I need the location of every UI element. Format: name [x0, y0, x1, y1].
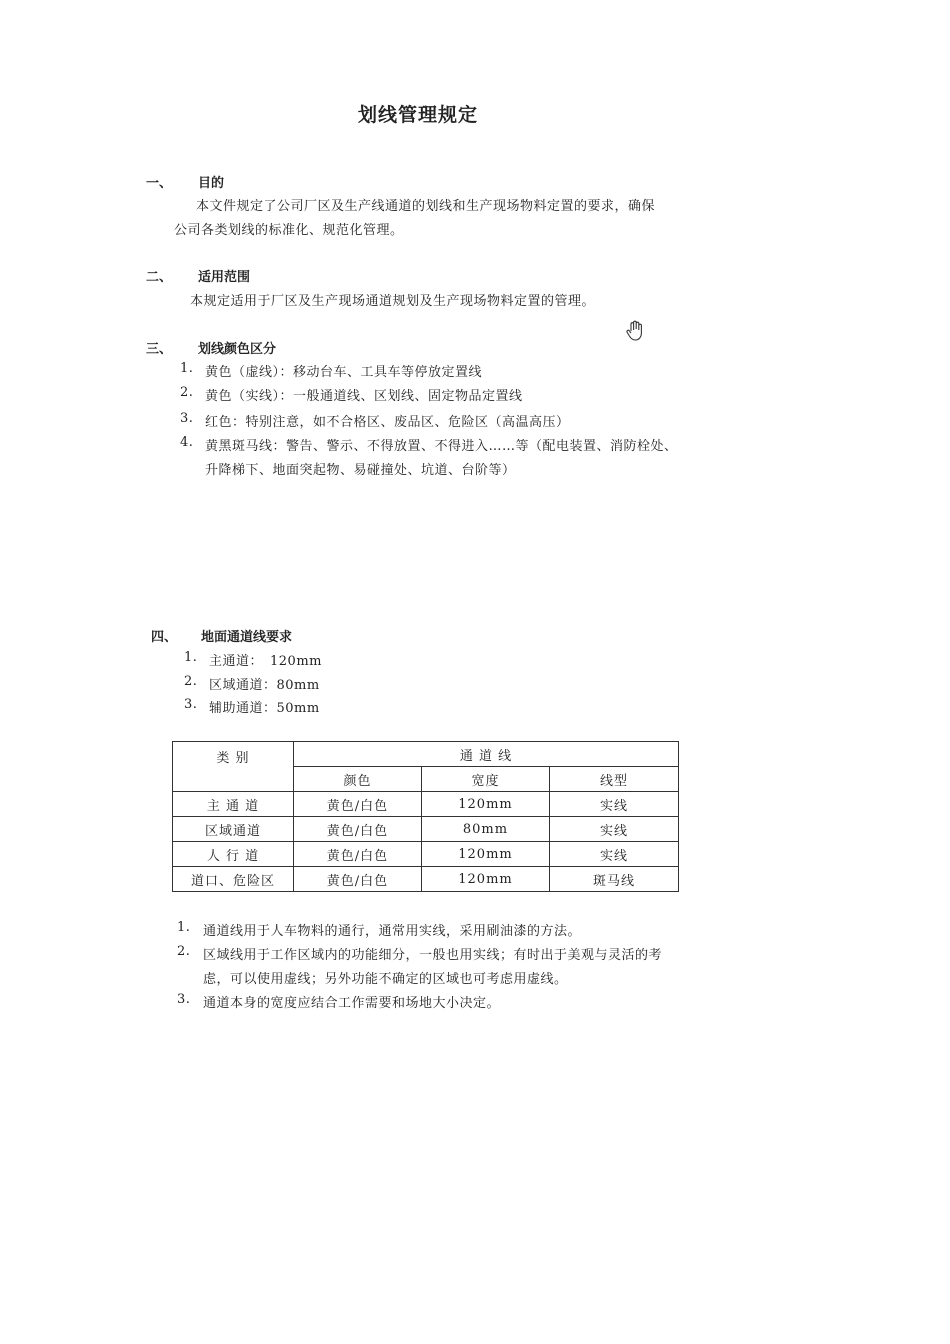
- section-3-heading: 划线颜色区分: [198, 342, 277, 357]
- table-cell: 区域通道: [173, 817, 294, 842]
- section-1-number: 一、: [146, 176, 173, 191]
- color-list-number: 1.: [180, 361, 194, 376]
- color-list-text: 黄色（实线）：一般通道线、区划线、固定物品定置线: [205, 389, 523, 404]
- table-cell: 道口、危险区: [173, 867, 294, 892]
- table-header-linetype: 线型: [550, 767, 679, 792]
- page-title: 划线管理规定: [358, 104, 479, 126]
- note-text: 通道线用于人车物料的通行，通常用实线，采用刷油漆的方法。: [203, 924, 582, 939]
- color-list-text-continued: 升降梯下、地面突起物、易碰撞处、坑道、台阶等）: [205, 463, 516, 478]
- lane-width-text: 区域通道：80mm: [209, 678, 320, 693]
- section-2-heading: 适用范围: [198, 270, 251, 285]
- table-row: [173, 842, 679, 867]
- lane-width-number: 3.: [184, 697, 198, 712]
- table-cell: 120mm: [422, 792, 550, 817]
- note-number: 1.: [177, 920, 191, 935]
- section-4-number: 四、: [151, 630, 178, 645]
- lane-width-number: 2.: [184, 674, 198, 689]
- lane-line-table: [172, 741, 679, 892]
- color-list-number: 4.: [180, 435, 194, 450]
- color-list-text: 黄色（虚线）：移动台车、工具车等停放定置线: [205, 365, 483, 380]
- table-cell: 黄色/白色: [294, 792, 422, 817]
- table-cell: 黄色/白色: [294, 842, 422, 867]
- note-number: 3.: [177, 992, 191, 1007]
- section-1-heading: 目的: [198, 176, 225, 191]
- table-cell: 80mm: [422, 817, 550, 842]
- section-1-paragraph-line-2: 公司各类划线的标准化、规范化管理。: [174, 223, 404, 238]
- section-1-paragraph-line-1: 本文件规定了公司厂区及生产线通道的划线和生产现场物料定置的要求，确保: [196, 199, 656, 214]
- color-list-number: 3.: [180, 411, 194, 426]
- table-cell: 黄色/白色: [294, 867, 422, 892]
- note-text: 通道本身的宽度应结合工作需要和场地大小决定。: [203, 996, 501, 1011]
- table-row: [173, 792, 679, 817]
- note-text-continued: 虑，可以使用虚线；另外功能不确定的区域也可考虑用虚线。: [203, 972, 568, 987]
- color-list-text: 红色：特别注意，如不合格区、废品区、危险区（高温高压）: [205, 415, 570, 430]
- table-cell: 主 通 道: [173, 792, 294, 817]
- table-cell: 120mm: [422, 867, 550, 892]
- section-3-number: 三、: [146, 342, 173, 357]
- table-header-width: 宽度: [422, 767, 550, 792]
- table-row: [173, 817, 679, 842]
- table-cell: 实线: [550, 817, 679, 842]
- lane-width-number: 1.: [184, 650, 198, 665]
- note-text: 区域线用于工作区域内的功能细分，一般也用实线；有时出于美观与灵活的考: [203, 948, 663, 963]
- table-cell: 120mm: [422, 842, 550, 867]
- lane-width-text: 辅助通道：50mm: [209, 701, 320, 716]
- table-cell: 实线: [550, 842, 679, 867]
- note-number: 2.: [177, 944, 191, 959]
- color-list-number: 2.: [180, 385, 194, 400]
- section-4-heading: 地面通道线要求: [201, 630, 293, 645]
- table-header-group: 通 道 线: [294, 742, 679, 767]
- table-cell: 实线: [550, 792, 679, 817]
- table-cell: 人 行 道: [173, 842, 294, 867]
- lane-width-text: 主通道： 120mm: [209, 654, 322, 669]
- table-header-color: 颜色: [294, 767, 422, 792]
- hand-cursor-icon: [625, 320, 645, 342]
- section-2-number: 二、: [146, 270, 173, 285]
- color-list-text: 黄黑斑马线：警告、警示、不得放置、不得进入……等（配电装置、消防栓处、: [205, 439, 678, 454]
- section-2-paragraph: 本规定适用于厂区及生产现场通道规划及生产现场物料定置的管理。: [190, 294, 596, 309]
- table-row: [173, 867, 679, 892]
- table-cell: 黄色/白色: [294, 817, 422, 842]
- table-header-category: 类 别: [173, 742, 294, 792]
- table-cell: 斑马线: [550, 867, 679, 892]
